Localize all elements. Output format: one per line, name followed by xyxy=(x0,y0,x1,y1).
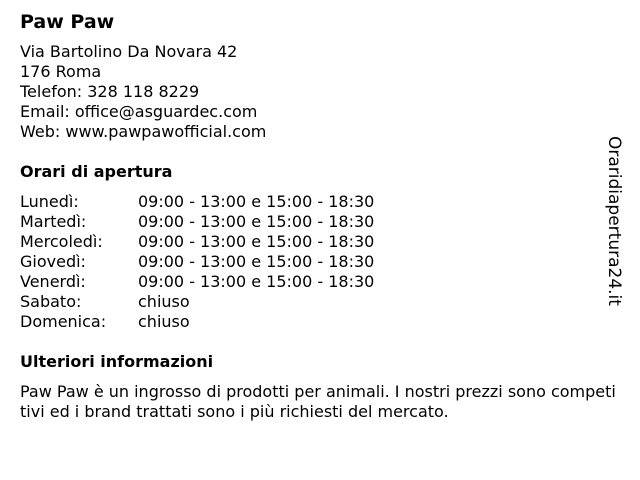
time-value: 09:00 - 13:00 e 15:00 - 18:30 xyxy=(138,232,375,251)
address-line-2: 176 Roma xyxy=(20,62,102,81)
website: Web: www.pawpawofficial.com xyxy=(20,122,267,141)
day-label: Giovedì: xyxy=(20,252,86,271)
hours-row-tuesday xyxy=(20,212,620,232)
business-card xyxy=(20,10,620,422)
day-label: Sabato: xyxy=(20,292,82,311)
hours-row-monday xyxy=(20,192,620,212)
day-label: Mercoledì: xyxy=(20,232,103,251)
more-info-text: Paw Paw è un ingrosso di prodotti per animali. I nostri prezzi sono competitivi ed i brand trattati sono i più richiesti del mercato. xyxy=(20,382,616,421)
hours-row-wednesday xyxy=(20,232,620,252)
hours-row-saturday xyxy=(20,292,620,312)
email-address: Email: office@asguardec.com xyxy=(20,102,258,121)
day-label: Venerdì: xyxy=(20,272,86,291)
time-value: chiuso xyxy=(138,312,190,331)
time-value: 09:00 - 13:00 e 15:00 - 18:30 xyxy=(138,272,375,291)
contact-block xyxy=(20,42,620,142)
business-name: Paw Paw xyxy=(20,11,115,33)
time-value: 09:00 - 13:00 e 15:00 - 18:30 xyxy=(138,192,375,211)
opening-hours-table xyxy=(20,192,620,332)
phone-number: Telefon: 328 118 8229 xyxy=(20,82,200,101)
time-value: 09:00 - 13:00 e 15:00 - 18:30 xyxy=(138,212,375,231)
day-label: Domenica: xyxy=(20,312,107,331)
time-value: 09:00 - 13:00 e 15:00 - 18:30 xyxy=(138,252,375,271)
day-label: Martedì: xyxy=(20,212,87,231)
time-value: chiuso xyxy=(138,292,190,311)
opening-hours-heading: Orari di apertura xyxy=(20,162,173,181)
hours-row-friday xyxy=(20,272,620,292)
site-watermark: Oraridiapertura24.it xyxy=(604,136,624,306)
hours-row-thursday xyxy=(20,252,620,272)
hours-row-sunday xyxy=(20,312,620,332)
day-label: Lunedì: xyxy=(20,192,79,211)
more-info-heading: Ulteriori informazioni xyxy=(20,352,214,371)
address-line-1: Via Bartolino Da Novara 42 xyxy=(20,42,238,61)
